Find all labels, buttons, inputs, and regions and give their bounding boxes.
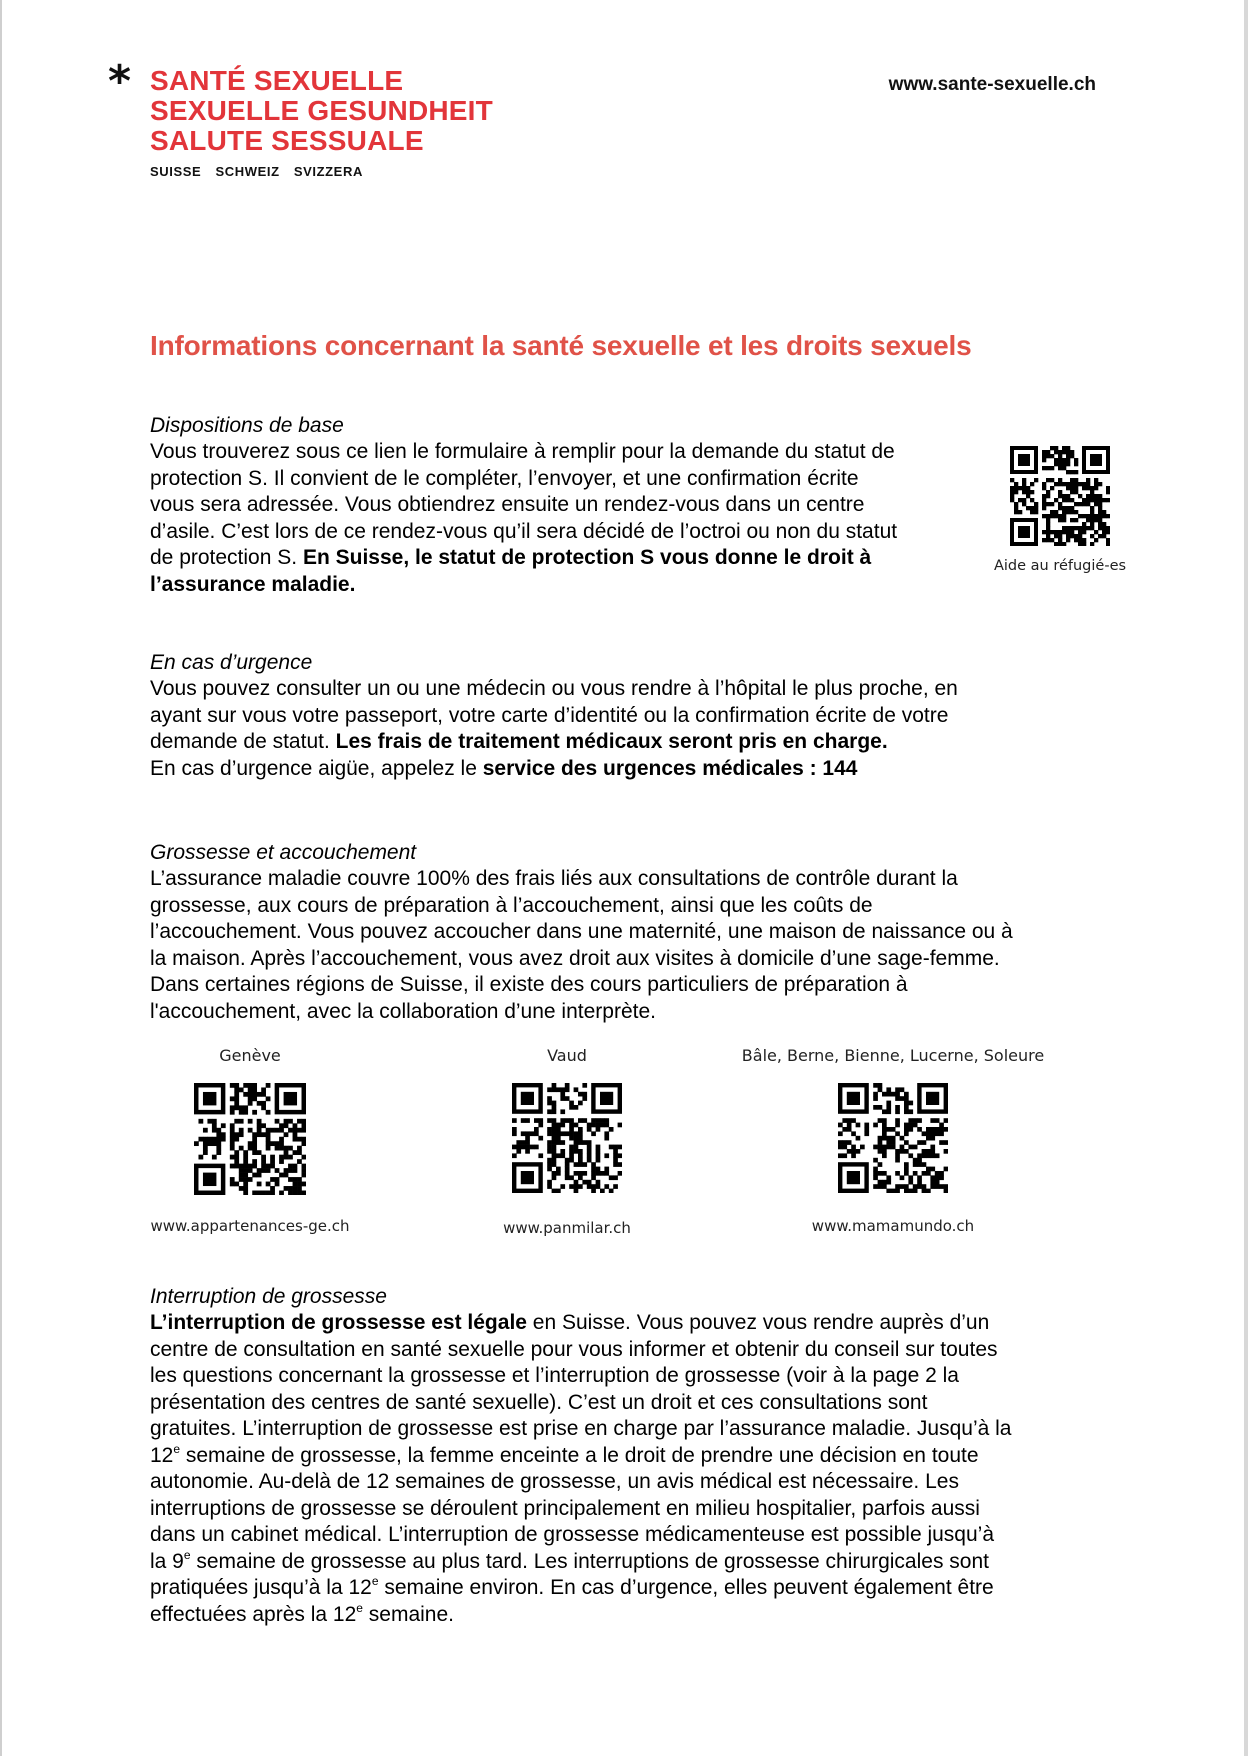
paragraph: L’interruption de grossesse est légale en Suisse. Vous pouvez vous rendre auprès d’un centre de consultation en santé sexuelle pour vous informer et obtenir du conseil sur toutes les questions concernant la grossesse et l’interruption de grossesse (voir à la page 2 la présentation des centres de santé sexuelle). C’est un droit et ces consultations sont gratuites. L’interruption de grossesse est prise en charge par l’assurance maladie. Jusqu’à la 12e semaine de grossesse, la femme enceinte a le droit de prendre une décision en toute autonomie. Au-delà de 12 semaines de grossesse, un avis médical est nécessaire. Les interruptions de grossesse se déroulent principalement en milieu hospitalier, parfois aussi dans un cabinet médical. L’interruption de grossesse médicamenteuse est possible jusqu’à la 9e semaine de grossesse au plus tard. Les interruptions de grossesse chirurgicales sont pratiquées jusqu’à la 12e semaine environ. En cas d’urgence, elles peuvent également être effectuées après la 12e semaine. (150, 1311, 1012, 1626)
qr-multi-city[interactable] (708, 1046, 1078, 1235)
qr-code-icon[interactable] (838, 1083, 948, 1193)
document-title: Informations concernant la santé sexuelle et les droits sexuels (150, 330, 972, 361)
logo-text (150, 66, 493, 179)
qr-url[interactable]: www.panmilar.ch (503, 1219, 631, 1237)
paragraph: Vous trouverez sous ce lien le formulaire à remplir pour la demande du statut de protection S. Il convient de le compléter, l’envoyer, et une confirmation écrite vous sera adressée. Vous obtiendrez ensuite un rendez-vous dans un centre d’asile. C’est lors de ce rendez-vous qu’il sera décidé de l’octroi ou non du statut de protection S. En Suisse, le statut de protection S vous donne le droit à l’assurance maladie. (150, 440, 898, 596)
logo-line-de: SEXUELLE GESUNDHEIT (150, 95, 493, 126)
qr-geneve[interactable] (150, 1046, 350, 1235)
section-urgence (150, 650, 1110, 782)
asterisk-logo-icon: * (108, 56, 132, 107)
logo-countries: SUISSE SCHWEIZ SVIZZERA (150, 164, 363, 179)
qr-code-icon[interactable] (1010, 446, 1110, 546)
section-grossesse (150, 840, 1110, 1025)
paragraph: Vous pouvez consulter un ou une médecin ou vous rendre à l’hôpital le plus proche, en ayant sur vous votre passeport, votre carte d’identité ou la confirmation écrite de votre demande de statut. Les frais de traitement médicaux seront pris en charge. En cas d’urgence aigüe, appelez le service des urgences médicales : 144 (150, 677, 958, 780)
section-heading: Grossesse et accouchement (150, 841, 417, 864)
logo-line-it: SALUTE SESSUALE (150, 125, 424, 156)
logo-line-fr: SANTÉ SEXUELLE (150, 65, 404, 96)
qr-url[interactable]: www.mamamundo.ch (811, 1217, 975, 1235)
qr-caption: Bâle, Berne, Bienne, Lucerne, Soleure (741, 1046, 1045, 1065)
qr-code-icon[interactable] (194, 1083, 306, 1195)
section-heading: Interruption de grossesse (150, 1285, 387, 1308)
section-heading: Dispositions de base (150, 414, 344, 437)
qr-url[interactable]: www.appartenances-ge.ch (150, 1217, 350, 1235)
qr-code-icon[interactable] (512, 1083, 622, 1193)
section-base (150, 413, 980, 598)
qr-refugee-help[interactable] (985, 446, 1135, 574)
qr-vaud[interactable] (467, 1046, 667, 1237)
paragraph: L’assurance maladie couvre 100% des frais liés aux consultations de contrôle durant la grossesse, aux cours de préparation à l’accouchement, ainsi que les coûts de l’accouchement. Vous pouvez accoucher dans une maternité, une maison de naissance ou à la maison. Après l’accouchement, vous avez droit aux visites à domicile d’une sage-femme. Dans certaines régions de Suisse, il existe des cours particuliers de préparation à l'accouchement, avec la collaboration d’une interprète. (150, 867, 1013, 1023)
page-edge-left (0, 0, 2, 1756)
qr-caption: Genève (219, 1046, 281, 1065)
website-link[interactable]: www.sante-sexuelle.ch (888, 74, 1096, 95)
qr-caption: Aide au réfugié-es (993, 558, 1127, 574)
qr-caption: Vaud (547, 1046, 587, 1065)
page-edge-right (1244, 0, 1248, 1756)
section-interruption (150, 1284, 1130, 1628)
section-heading: En cas d’urgence (150, 651, 313, 674)
